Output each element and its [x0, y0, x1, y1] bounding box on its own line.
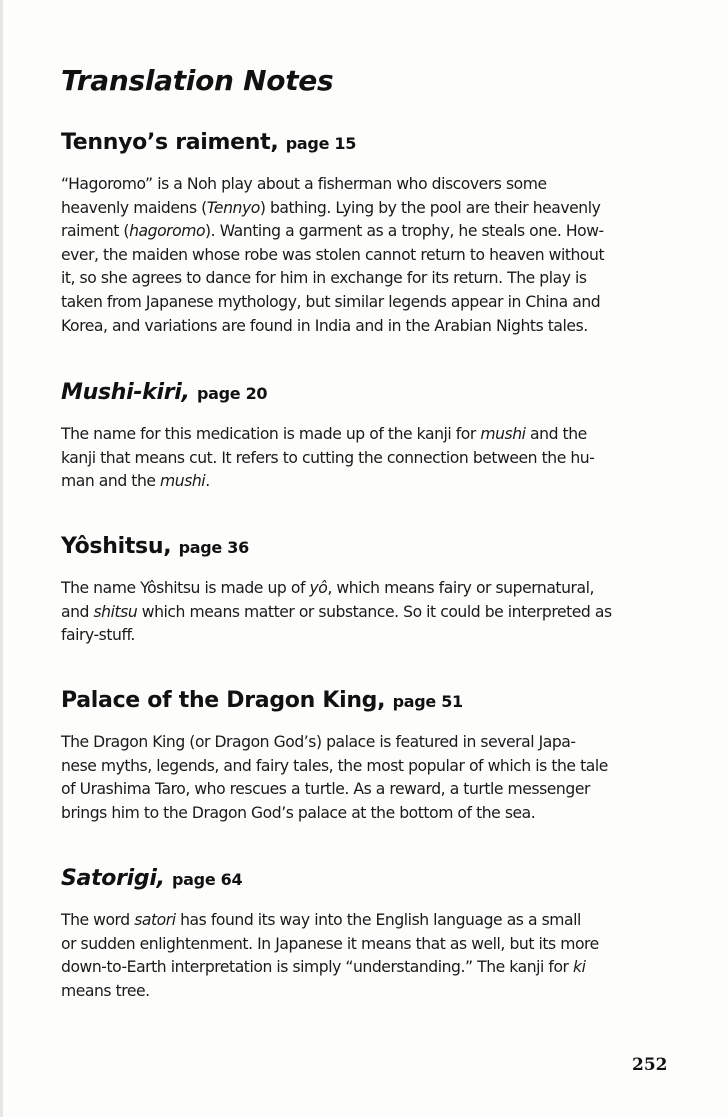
- note-body-line: man and the mushi.: [61, 472, 210, 491]
- italic-term: shitsu: [93, 602, 138, 621]
- italic-term: ki: [573, 958, 586, 977]
- note-page-ref: page 51: [392, 692, 463, 711]
- note-body-line: it, so she agrees to dance for him in exchange for its return. The play is: [61, 269, 587, 288]
- note-page-ref: page 36: [178, 538, 249, 557]
- note-body: [61, 423, 661, 494]
- note-body-line: means tree.: [61, 981, 150, 1000]
- italic-term: mushi: [480, 425, 526, 443]
- note-body: [61, 577, 661, 648]
- note-body: [61, 909, 661, 1003]
- note-body-line: of Urashima Taro, who rescues a turtle. As a reward, a turtle messenger: [61, 780, 590, 799]
- note-body-line: and shitsu which means matter or substance. So it could be interpreted as: [61, 602, 612, 621]
- note-page-ref: page 15: [285, 134, 357, 153]
- note-body: [61, 731, 661, 825]
- note-heading: [61, 534, 661, 559]
- note-yoshitsu: [61, 534, 661, 648]
- note-term: Mushi-kiri,: [61, 380, 190, 405]
- italic-term: hagoromo: [129, 222, 206, 241]
- note-body-line: heavenly maidens (Tennyo) bathing. Lying by the pool are their heavenly: [61, 198, 601, 217]
- note-body-line: The Dragon King (or Dragon God’s) palace is featured in several Japa-: [61, 733, 576, 751]
- note-body-line: raiment (hagoromo). Wanting a garment as a trophy, he steals one. How-: [61, 222, 604, 241]
- page-edge: [0, 0, 3, 1117]
- note-dragon-palace: [61, 688, 661, 825]
- page-title: Translation Notes: [61, 64, 334, 97]
- note-body-line: or sudden enlightenment. In Japanese it means that as well, but its more: [61, 934, 599, 953]
- page-number: 252: [632, 1055, 668, 1075]
- note-body-line: The word satori has found its way into the English language as a small: [61, 911, 581, 929]
- note-mushi-kiri: [61, 380, 661, 494]
- note-body-line: taken from Japanese mythology, but similar legends appear in China and: [61, 292, 601, 311]
- note-body: [61, 173, 661, 338]
- note-body-line: The name Yôshitsu is made up of yô, which means fairy or supernatural,: [61, 579, 594, 597]
- note-body-line: down-to-Earth interpretation is simply “understanding.” The kanji for ki: [61, 958, 586, 977]
- note-body-line: nese myths, legends, and fairy tales, the most popular of which is the tale: [61, 756, 608, 775]
- note-body-line: brings him to the Dragon God’s palace at the bottom of the sea.: [61, 803, 536, 822]
- note-body-line: fairy-stuff.: [61, 626, 135, 645]
- note-body-line: The name for this medication is made up of the kanji for mushi and the: [61, 425, 587, 443]
- note-body-line: “Hagoromo” is a Noh play about a fisherman who discovers some: [61, 175, 547, 193]
- note-body-line: ever, the maiden whose robe was stolen cannot return to heaven without: [61, 245, 605, 264]
- note-tennyo: [61, 130, 661, 338]
- note-page-ref: page 20: [196, 384, 268, 403]
- note-term: Tennyo’s raiment,: [61, 130, 279, 155]
- note-heading: [61, 688, 661, 713]
- note-heading: [61, 866, 661, 891]
- note-heading: [61, 130, 661, 155]
- note-heading: [61, 380, 661, 405]
- note-body-line: kanji that means cut. It refers to cutting the connection between the hu-: [61, 448, 595, 467]
- italic-term: Tennyo: [206, 198, 260, 217]
- note-term: Satorigi,: [61, 866, 165, 891]
- note-satorigi: [61, 866, 661, 1003]
- note-term: Palace of the Dragon King,: [61, 688, 386, 713]
- italic-term: satori: [134, 911, 176, 929]
- note-term: Yôshitsu,: [61, 534, 172, 559]
- italic-term: mushi: [160, 472, 206, 491]
- note-page-ref: page 64: [172, 870, 243, 889]
- note-body-line: Korea, and variations are found in India and in the Arabian Nights tales.: [61, 316, 588, 335]
- italic-term: yô: [309, 579, 328, 597]
